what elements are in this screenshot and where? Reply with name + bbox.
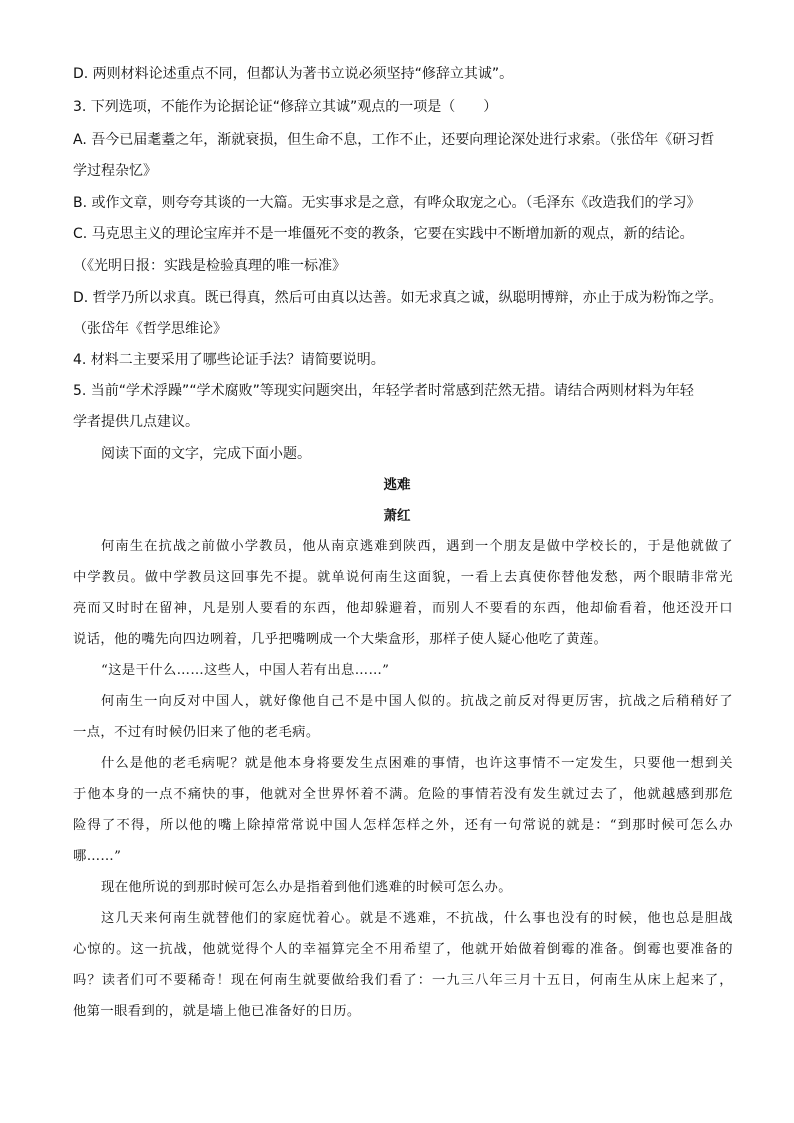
paragraph-1-line-2: 中学教员。做中学教员这回事先不提。就单说何南生这面貌，一看上去真使你替他发愁，两个眼睛非常光 — [73, 570, 733, 585]
question-3: 3. 下列选项，不能作为论据论证“修辞立其诚”观点的一项是（ ） — [73, 99, 498, 115]
option-b: B. 或作文章，则夸夸其谈的一大篇。无实事求是之意，有哗众取宠之心。（毛泽东《改造我们的学习》 — [73, 195, 701, 211]
option-a-line-1: A. 吾今已届耄耋之年，渐就衰损，但生命不息，工作不止，还要向理论深处进行求索。（张岱年《研习哲 — [73, 132, 715, 148]
question-5-line-1: 5. 当前“学术浮躁”“学术腐败”等现实问题突出，年轻学者时常感到茫然无措。请结合两则材料为年轻 — [73, 383, 694, 399]
paragraph-6-line-2: 心惊的。这一抗战，他就觉得个人的幸福算完全不用希望了，他就开始做着倒霉的准备。倒霉也要准备的 — [73, 942, 733, 957]
paragraph-6-line-1: 这几天来何南生就替他们的家庭忧着心。就是不逃难，不抗战，什么事也没有的时候，他也总是胆战 — [101, 911, 733, 926]
reading-instruction: 阅读下面的文字，完成下面小题。 — [101, 446, 311, 462]
option-c-line-1: C. 马克思主义的理论宝库并不是一堆僵死不变的教条，它要在实践中不断增加新的观点，新的结论。 — [73, 226, 694, 242]
paragraph-3-line-1: 何南生一向反对中国人，就好像他自己不是中国人似的。抗战之前反对得更厉害，抗战之后稍稍好了 — [101, 694, 733, 709]
story-author: 萧红 — [383, 508, 411, 524]
option-d-previous-question: D. 两则材料论述重点不同，但都认为著书立说必须坚持“修辞立其诚”。 — [73, 66, 514, 82]
question-4: 4. 材料二主要采用了哪些论证手法？请简要说明。 — [73, 352, 385, 368]
paragraph-4-line-2: 于他本身的一点不痛快的事，他就对全世界怀着不满。危险的事情若没有发生就过去了，他就越感到那危 — [73, 787, 733, 802]
paragraph-2: “这是干什么……这些人，中国人若有出息……” — [101, 663, 390, 678]
option-a-line-2: 学过程杂忆》 — [73, 163, 157, 179]
paragraph-3-line-2: 一点，不过有时候仍旧来了他的老毛病。 — [73, 725, 320, 740]
paragraph-6-line-4: 他第一眼看到的，就是墙上他已准备好的日历。 — [73, 1004, 361, 1019]
paragraph-4-line-3: 险得了不得，所以他的嘴上除掉常常说中国人怎样怎样之外，还有一句常说的就是：“到那时候可怎么办 — [73, 818, 733, 833]
option-d-line-2: （张岱年《哲学思维论》 — [73, 321, 227, 337]
paragraph-1-line-4: 说话，他的嘴先向四边咧着，几乎把嘴咧成一个大柴盒形，那样子使人疑心他吃了黄莲。 — [73, 632, 608, 647]
paragraph-1-line-3: 亮而又时时在留神，凡是别人要看的东西，他却躲避着，而别人不要看的东西，他却偷看着，他还没开口 — [73, 601, 733, 616]
option-c-line-2: （《光明日报：实践是检验真理的唯一标准》 — [73, 258, 346, 274]
paragraph-4-line-1: 什么是他的老毛病呢？就是他本身将要发生点困难的事情，也许这事情不一定发生，只要他一想到关 — [101, 756, 733, 771]
paragraph-6-line-3: 吗？读者们可不要稀奇！现在何南生就要做给我们看了：一九三八年三月十五日，何南生从床上起来了， — [73, 973, 733, 988]
story-title: 逃难 — [383, 477, 411, 493]
question-5-line-2: 学者提供几点建议。 — [73, 414, 199, 430]
paragraph-1-line-1: 何南生在抗战之前做小学教员，他从南京逃难到陕西，遇到一个朋友是做中学校长的，于是他就做了 — [101, 539, 733, 554]
paragraph-4-line-4: 哪……” — [73, 849, 122, 864]
paragraph-5: 现在他所说的到那时候可怎么办是指着到他们逃难的时候可怎么办。 — [101, 880, 512, 895]
option-d-line-1: D. 哲学乃所以求真。既已得真，然后可由真以达善。如无求真之诚，纵聪明博辩，亦止于成为粉饰之学。 — [73, 290, 723, 306]
